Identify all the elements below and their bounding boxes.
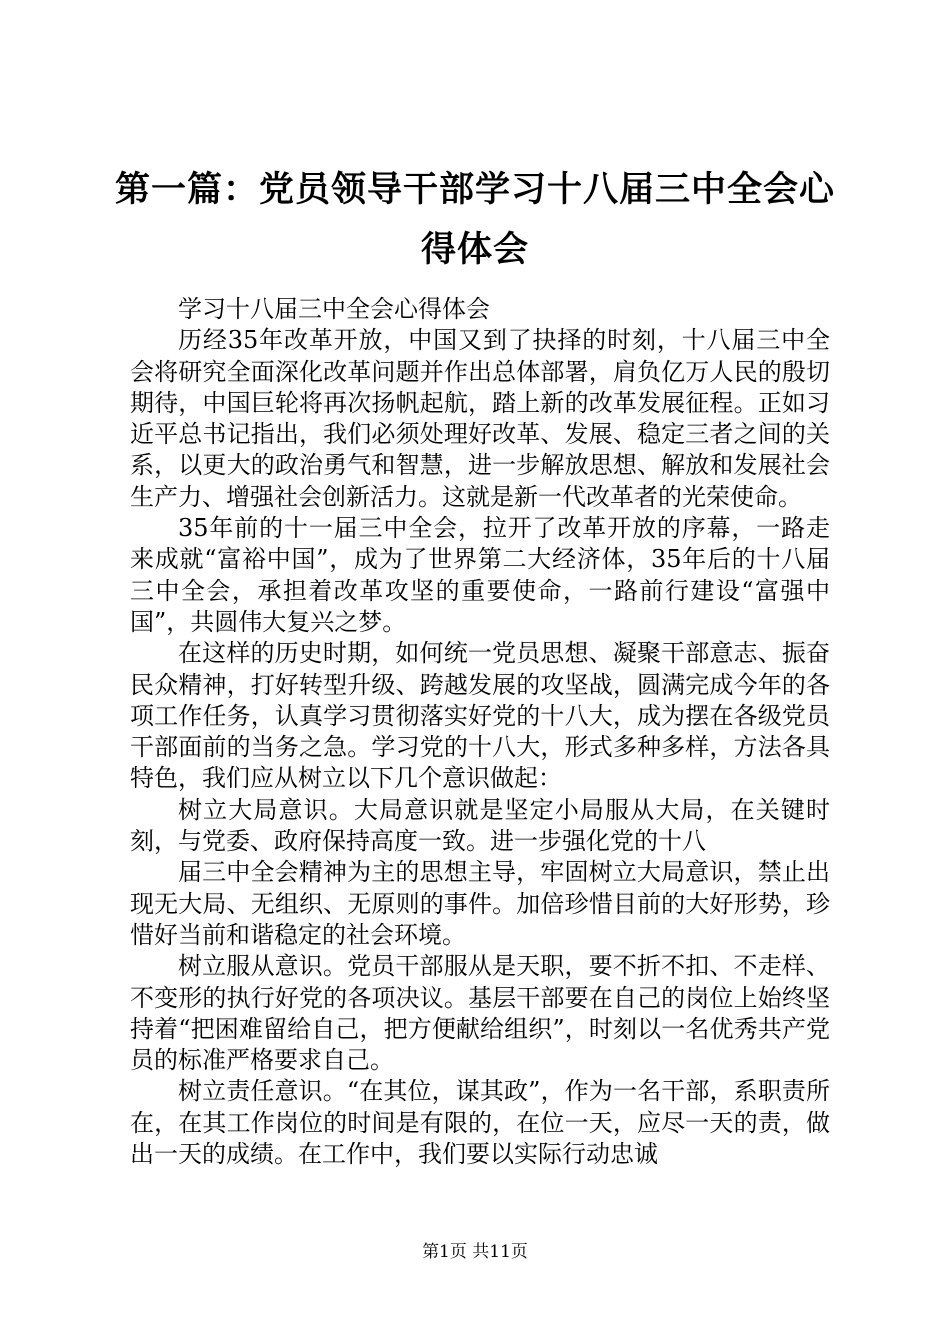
paragraph: 树立责任意识。“在其位，谋其政”，作为一名干部，系职责所在，在其工作岗位的时间是有限的，在位一天，应尽一天的责，做出一天的成绩。在工作中，我们要以实际行动忠诚 <box>130 1077 830 1169</box>
paragraph: 届三中全会精神为主的思想主导，牢固树立大局意识，禁止出现无大局、无组织、无原则的事件。加倍珍惜目前的大好形势，珍惜好当前和谐稳定的社会环境。 <box>130 858 830 949</box>
page-number-footer: 第1页 共11页 <box>422 1242 528 1262</box>
paragraph: 树立大局意识。大局意识就是坚定小局服从大局，在关键时刻，与党委、政府保持高度一致。进一步强化党的十八 <box>130 795 830 856</box>
paragraph: 学习十八届三中全会心得体会 <box>178 295 490 323</box>
document-body <box>130 294 830 1170</box>
document-title: 第一篇：党员领导干部学习十八届三中全会心得体会 <box>114 170 835 270</box>
paragraph: 树立服从意识。党员干部服从是天职，要不折不扣、不走样、不变形的执行好党的各项决议。基层干部要在自己的岗位上始终坚持着“把困难留给自己，把方便献给组织”，时刻以一名优秀共产党员的标准严格要求自己。 <box>130 952 830 1075</box>
paragraph: 35年前的十一届三中全会，拉开了改革开放的序幕，一路走来成就“富裕中国”，成为了世界第二大经济体，35年后的十八届三中全会，承担着改革攻坚的重要使命，一路前行建设“富强中国”，共圆伟大复兴之梦。 <box>130 514 830 636</box>
paragraph: 在这样的历史时期，如何统一党员思想、凝聚干部意志、振奋民众精神，打好转型升级、跨越发展的攻坚战，圆满完成今年的各项工作任务，认真学习贯彻落实好党的十八大，成为摆在各级党员干部面前的当务之急。学习党的十八大，形式多种多样，方法各具特色，我们应从树立以下几个意识做起： <box>130 639 830 793</box>
paragraph: 历经35年改革开放，中国又到了抉择的时刻，十八届三中全会将研究全面深化改革问题并作出总体部署，肩负亿万人民的殷切期待，中国巨轮将再次扬帆起航，踏上新的改革发展征程。正如习近平总书记指出，我们必须处理好改革、发展、稳定三者之间的关系，以更大的政治勇气和智慧，进一步解放思想、解放和发展社会生产力、增强社会创新活力。这就是新一代改革者的光荣使命。 <box>130 326 830 511</box>
